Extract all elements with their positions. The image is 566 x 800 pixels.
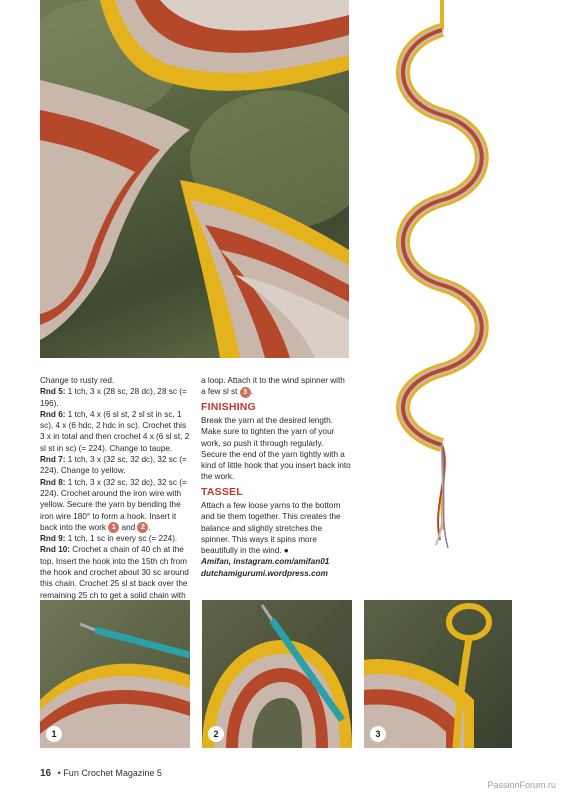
step-number-1: 1 bbox=[46, 726, 62, 742]
continued-end: . bbox=[250, 387, 253, 397]
step-ref-badge-1: 1 bbox=[108, 522, 119, 533]
spinner-closeup-illustration bbox=[40, 0, 349, 358]
round-8-text: 1 tch, 3 x (32 sc, 32 dc), 32 sc (= 224). Crochet around the iron wire with yellow. Secure the yarn by bending the iron wire 180° to form a hook. Insert it back into the work bbox=[40, 477, 187, 532]
step-photo-2 bbox=[202, 600, 352, 748]
watermark: PassionForum.ru bbox=[487, 780, 556, 790]
footer-bullet: • bbox=[57, 768, 61, 778]
page-number: 16 bbox=[40, 768, 52, 779]
tassel-heading: TASSEL bbox=[201, 485, 243, 498]
hero-photo bbox=[40, 0, 349, 358]
round-7-text: 1 tch, 3 x (32 sc, 32 dc), 32 sc (= 224). Change to yellow. bbox=[40, 455, 187, 476]
round-10 bbox=[40, 544, 190, 600]
step-1-illustration bbox=[40, 600, 190, 748]
instructions-left-column bbox=[40, 375, 190, 601]
intro-text: Change to rusty red. bbox=[40, 376, 115, 385]
round-10-label: Rnd 10: bbox=[40, 545, 71, 555]
continued-text bbox=[201, 375, 351, 398]
round-5-text: 1 tch, 3 x (28 sc, 28 dc), 28 sc (= 196). bbox=[40, 387, 187, 408]
round-8-end: . bbox=[148, 522, 151, 532]
step-number-3: 3 bbox=[370, 726, 386, 742]
round-5-label: Rnd 5: bbox=[40, 387, 66, 397]
step-ref-badge-2: 2 bbox=[137, 522, 148, 533]
round-6-text: 1 tch, 4 x (6 sl st, 2 sl st in sc, 1 sc), 4 x (6 hdc, 2 hdc in sc). Crochet this 3 x in total and then crochet 4 x (6 sl st, 2 sl st in sc) (= 224). Change to taupe. bbox=[40, 409, 190, 453]
designer-website: dutchamigurumi.wordpress.com bbox=[201, 568, 328, 578]
round-6-label: Rnd 6: bbox=[40, 409, 66, 419]
magazine-title: Fun Crochet Magazine 5 bbox=[63, 768, 162, 778]
round-5 bbox=[40, 386, 190, 409]
finishing-text: Break the yarn at the desired length. Make sure to tighten the yarn of your work, so push it through regularly. Secure the end of the yarn tightly with a kind of little hook that you insert back into the work. bbox=[201, 415, 351, 482]
tassel-text: Attach a few loose yarns to the bottom and tie them together. This creates the balance and slightly stretches the spinner. This ways it spins more beautifully in the wind. ● bbox=[201, 501, 341, 556]
finishing-heading: FINISHING bbox=[201, 400, 256, 413]
round-8 bbox=[40, 477, 190, 534]
round-7-label: Rnd 7: bbox=[40, 455, 66, 465]
instructions-right-column bbox=[201, 375, 351, 579]
round-9-text: 1 tch, 1 sc in every sc (= 224). bbox=[65, 534, 178, 544]
step-photo-1 bbox=[40, 600, 190, 748]
step-2-illustration bbox=[202, 600, 352, 748]
step-ref-badge-3: 3 bbox=[240, 387, 251, 398]
continued-body: a loop. Attach it to the wind spinner with a few sl st bbox=[201, 376, 345, 397]
round-8-label: Rnd 8: bbox=[40, 477, 66, 487]
round-9-label: Rnd 9: bbox=[40, 534, 66, 544]
round-8-and: and bbox=[119, 522, 138, 532]
step-3-illustration bbox=[364, 600, 512, 748]
round-9 bbox=[40, 533, 190, 544]
wind-spinner-illustration bbox=[370, 0, 510, 590]
step-photo-3 bbox=[364, 600, 512, 748]
wind-spinner-photo bbox=[370, 0, 510, 590]
round-10-text: Crochet a chain of 40 ch at the top. Insert the hook into the 15th ch from the hook and crochet about 30 sc around this chain. Crochet 25 sl st back over the remaining 25 ch to get a solid chain with bbox=[40, 545, 189, 600]
round-6 bbox=[40, 409, 190, 454]
step-number-2: 2 bbox=[208, 726, 224, 742]
designer-credit: Amifan, instagram.com/amifan01 bbox=[201, 557, 330, 567]
page-footer bbox=[40, 768, 162, 779]
round-7 bbox=[40, 454, 190, 477]
